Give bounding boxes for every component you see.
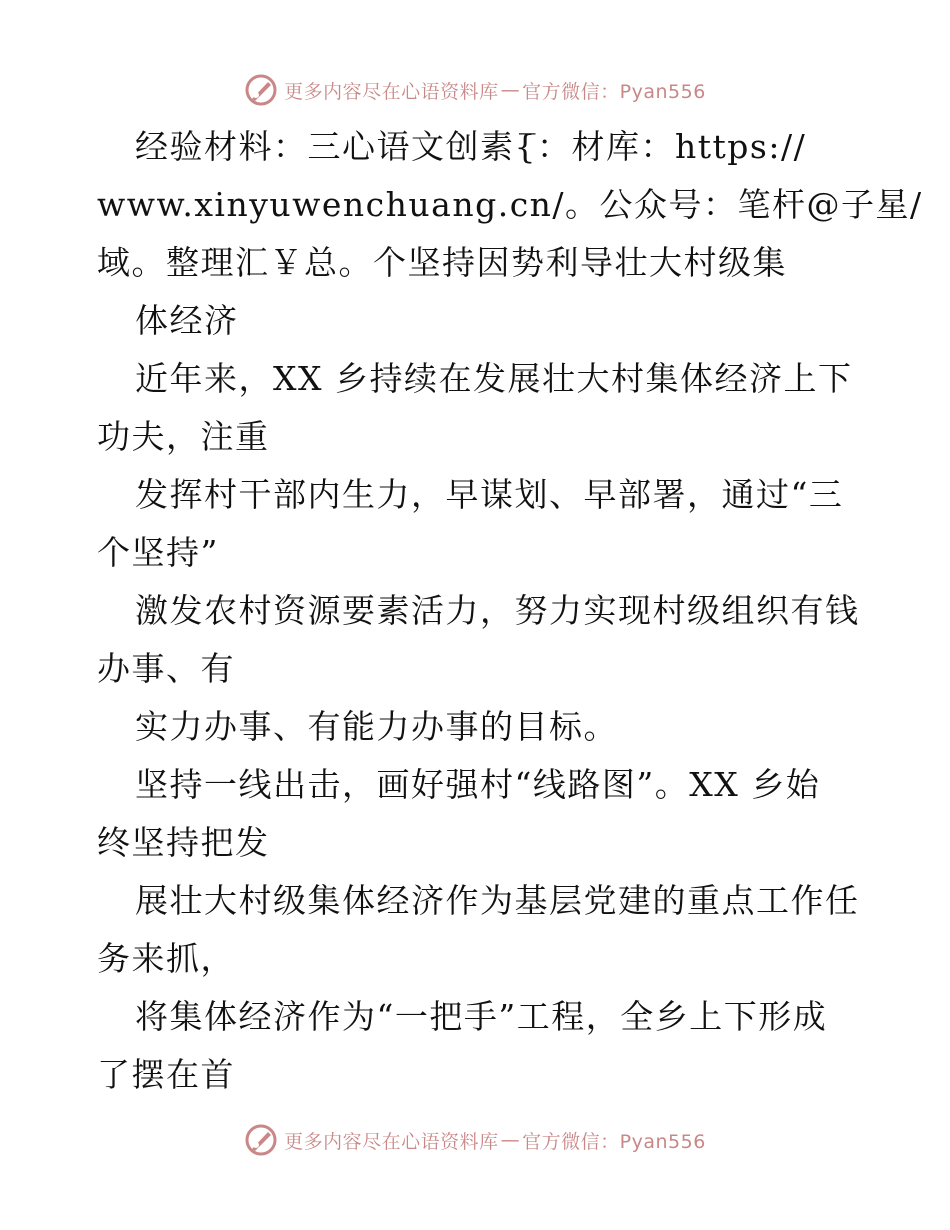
- text-line: 了摆在首: [97, 1055, 235, 1094]
- text-line: 功夫，注重: [97, 417, 270, 456]
- text-line: 将集体经济作为“一把手”工程，全乡上下形成: [135, 997, 828, 1036]
- text-line: 近年来，XX 乡持续在发展壮大村集体经济上下: [135, 359, 853, 398]
- document-body: [97, 118, 923, 1104]
- text-line: 办事、有: [97, 649, 235, 688]
- text-line: 务来抓，: [97, 939, 235, 978]
- text-line: 实力办事、有能力办事的目标。: [135, 707, 618, 746]
- text-line: 域。整理汇￥总。个坚持因势利导壮大村级集: [97, 243, 787, 282]
- quill-pen-logo-icon: [244, 1123, 278, 1157]
- watermark-suffix: 官方微信：Pyan556: [522, 1130, 706, 1153]
- text-line: 个坚持”: [97, 533, 219, 572]
- text-line: 激发农村资源要素活力，努力实现村级组织有钱: [135, 591, 860, 630]
- text-line: 体经济: [135, 301, 239, 340]
- text-line: 发挥村干部内生力，早谋划、早部署，通过“三: [135, 475, 844, 514]
- watermark-separator: —: [500, 1129, 521, 1151]
- text-line: 坚持一线出击，画好强村“线路图”。XX 乡始: [135, 765, 821, 804]
- text-line: 展壮大村级集体经济作为基层党建的重点工作任: [135, 881, 860, 920]
- text-line: 经验材料：三心语文创素{̅：材库：https://: [135, 127, 807, 166]
- watermark-text: 更多内容尽在心语资料库: [284, 1130, 499, 1153]
- watermark-suffix: 官方微信：Pyan556: [522, 80, 706, 103]
- quill-pen-logo-icon: [244, 73, 278, 107]
- text-line: 终坚持把发: [97, 823, 270, 862]
- footer-watermark: [0, 1120, 950, 1160]
- text-line: www.xinyuwenchuang.cn/。公众号：笔杆@子星/: [97, 185, 923, 224]
- watermark-text: 更多内容尽在心语资料库: [284, 80, 499, 103]
- watermark-separator: —: [500, 79, 521, 101]
- header-watermark: [0, 70, 950, 110]
